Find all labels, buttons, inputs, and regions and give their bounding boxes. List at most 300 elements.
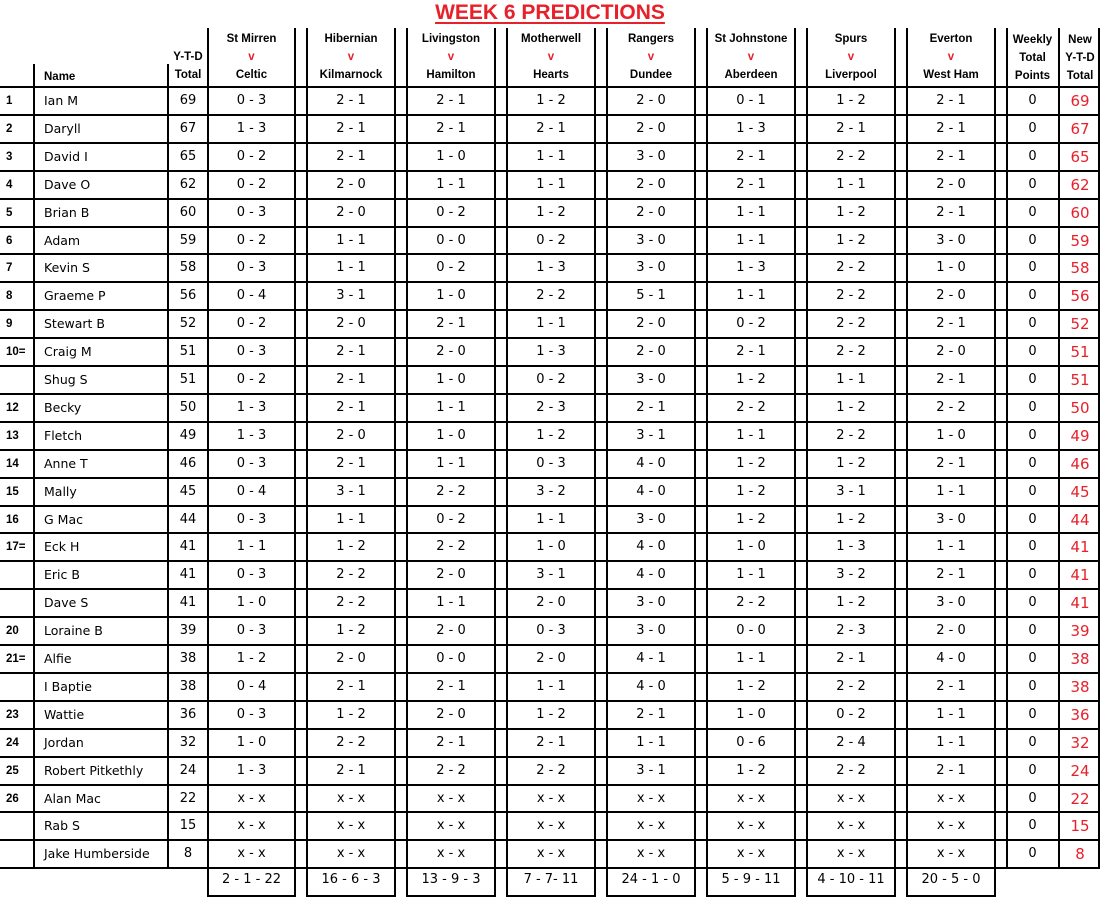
weekly-points-cell: 0 [1028,372,1037,387]
prediction-cell: 0 - 2 [236,177,267,192]
prediction-cell: 2 - 2 [736,400,766,415]
player-name: Adam [44,233,81,248]
prediction-cell: 2 - 1 [836,121,866,136]
prediction-cell: x - x [336,818,366,833]
versus-label: v [447,51,455,63]
rank-cell [0,673,34,701]
prediction-cell: 2 - 0 [436,707,466,722]
prediction-cell: 2 - 1 [836,651,866,666]
prediction-cell: 0 - 2 [536,233,566,248]
weekly-points-cell: 0 [1028,567,1037,582]
new-ytd-total-cell: 41 [1070,594,1090,612]
player-name: Graeme P [44,288,106,303]
player-name: Anne T [44,456,88,471]
prediction-cell: 1 - 2 [236,651,267,666]
prediction-cell: 0 - 3 [236,456,267,471]
prediction-cell: 2 - 1 [536,121,566,136]
prediction-cell: 1 - 0 [736,707,766,722]
prediction-cell: x - x [636,791,666,806]
prediction-cell: 2 - 1 [936,121,966,136]
new-ytd-total-cell: 45 [1070,483,1090,501]
fixture-home-team: Motherwell [520,33,582,45]
rank-cell: 9 [6,318,13,330]
prediction-cell: 1 - 2 [536,428,566,443]
ytd-total-cell: 46 [179,456,197,471]
prediction-cell: 1 - 2 [736,512,766,527]
prediction-cell: 1 - 2 [836,400,866,415]
prediction-cell: 1 - 3 [836,539,866,554]
prediction-cell: 1 - 3 [536,344,566,359]
prediction-cell: 2 - 1 [336,679,366,694]
rank-cell [0,840,34,868]
rank-cell: 20 [6,625,19,637]
weekly-points-cell: 0 [1028,512,1037,527]
prediction-cell: 1 - 1 [636,735,666,750]
prediction-cell: 2 - 2 [836,428,866,443]
prediction-cell: 0 - 4 [236,679,267,694]
header-ytd-line2: Total [174,69,202,81]
prediction-cell: 0 - 3 [236,260,267,275]
prediction-cell: 1 - 1 [536,177,566,192]
ytd-total-cell: 59 [179,233,197,248]
player-name: Alan Mac [44,791,101,806]
prediction-cell: 4 - 0 [936,651,966,666]
new-ytd-total-cell: 69 [1070,92,1090,110]
fixture-summary: 2 - 1 - 22 [207,867,296,897]
prediction-cell: 2 - 0 [336,428,366,443]
prediction-cell: 1 - 1 [436,177,466,192]
prediction-cell: 0 - 2 [236,233,267,248]
weekly-points-cell: 0 [1028,121,1037,136]
rank-cell [0,812,34,840]
prediction-cell: 1 - 2 [836,595,866,610]
prediction-cell: 1 - 3 [736,260,766,275]
prediction-cell: x - x [936,818,966,833]
prediction-cell: 2 - 1 [436,121,466,136]
prediction-cell: 1 - 2 [336,623,366,638]
prediction-cell: x - x [336,846,366,861]
rank-cell: 5 [6,207,13,219]
prediction-cell: 2 - 0 [336,205,366,220]
fixture-away-team: Hearts [533,69,569,81]
prediction-cell: 2 - 1 [636,707,666,722]
fixture-away-team: Hamilton [426,69,476,81]
fixture-summary: 13 - 9 - 3 [406,867,496,897]
player-name: Dave S [44,595,89,610]
prediction-cell: x - x [536,846,566,861]
header-ytd-total [168,48,208,84]
fixture-summary: 24 - 1 - 0 [606,867,696,897]
prediction-cell: 2 - 1 [336,372,366,387]
prediction-cell: 2 - 1 [936,205,966,220]
prediction-cell: 3 - 0 [636,233,666,248]
prediction-cell: 3 - 2 [536,484,566,499]
new-ytd-total-cell: 38 [1070,650,1090,668]
prediction-cell: 5 - 1 [636,288,666,303]
ytd-total-cell: 32 [179,735,197,750]
prediction-cell: 2 - 0 [936,623,966,638]
prediction-cell: 0 - 0 [736,623,766,638]
prediction-cell: 1 - 0 [236,595,267,610]
player-name: Wattie [44,707,85,722]
player-name: Brian B [44,205,90,220]
prediction-cell: x - x [736,791,766,806]
prediction-cell: 1 - 2 [336,539,366,554]
prediction-cell: 3 - 0 [936,595,966,610]
new-ytd-total-cell: 50 [1070,399,1090,417]
prediction-cell: x - x [636,846,666,861]
prediction-cell: 1 - 2 [736,679,766,694]
prediction-cell: 1 - 1 [736,288,766,303]
rank-cell: 7 [6,262,13,274]
prediction-cell: 1 - 1 [436,595,466,610]
prediction-cell: 0 - 4 [236,484,267,499]
prediction-cell: 2 - 2 [336,595,366,610]
prediction-cell: 3 - 0 [636,595,666,610]
ytd-total-cell: 51 [179,344,197,359]
prediction-cell: 2 - 1 [336,400,366,415]
prediction-cell: 1 - 2 [836,456,866,471]
ytd-total-cell: 58 [179,260,197,275]
fixture-home-team: Everton [929,33,973,45]
prediction-cell: 2 - 0 [436,344,466,359]
weekly-points-cell: 0 [1028,260,1037,275]
player-name: Craig M [44,344,92,359]
new-ytd-total-cell: 49 [1070,427,1090,445]
prediction-cell: 0 - 2 [236,372,267,387]
new-ytd-total-cell: 41 [1070,566,1090,584]
prediction-cell: 2 - 1 [336,121,366,136]
weekly-points-cell: 0 [1028,316,1037,331]
fixture-summary: 20 - 5 - 0 [906,867,996,897]
rank-cell: 25 [6,765,19,777]
prediction-cell: 1 - 2 [736,456,766,471]
new-ytd-total-cell: 58 [1070,259,1090,277]
prediction-cell: 0 - 3 [236,93,267,108]
weekly-points-cell: 0 [1028,679,1037,694]
prediction-cell: 1 - 1 [336,233,366,248]
prediction-cell: 0 - 2 [436,260,466,275]
prediction-cell: 1 - 2 [536,205,566,220]
prediction-cell: 1 - 0 [736,539,766,554]
prediction-cell: 1 - 1 [736,428,766,443]
prediction-cell: 2 - 1 [936,679,966,694]
weekly-points-cell: 0 [1028,456,1037,471]
ytd-total-cell: 45 [179,484,197,499]
new-ytd-total-cell: 38 [1070,678,1090,696]
prediction-cell: 0 - 2 [236,316,267,331]
new-ytd-total-cell: 41 [1070,538,1090,556]
prediction-cell: 2 - 0 [636,121,666,136]
header-ytd-line1: Y-T-D [173,51,203,63]
prediction-cell: 2 - 2 [836,679,866,694]
prediction-cell: 2 - 2 [336,567,366,582]
prediction-cell: 2 - 2 [836,344,866,359]
prediction-cell: x - x [436,846,466,861]
prediction-cell: 1 - 3 [536,260,566,275]
rank-cell: 8 [6,290,13,302]
new-ytd-total-cell: 67 [1070,120,1090,138]
fixture-away-team: West Ham [923,69,979,81]
prediction-cell: x - x [536,791,566,806]
fixture-home-team: Hibernian [324,33,378,45]
fixture-summary: 4 - 10 - 11 [806,867,896,897]
prediction-cell: 1 - 1 [736,233,766,248]
player-name: Dave O [44,177,91,192]
prediction-cell: 2 - 1 [936,93,966,108]
player-name: Fletch [44,428,83,443]
prediction-cell: x - x [237,791,266,806]
weekly-points-cell: 0 [1028,818,1037,833]
prediction-cell: 1 - 0 [936,428,966,443]
prediction-cell: 0 - 6 [736,735,766,750]
weekly-points-cell: 0 [1028,651,1037,666]
prediction-cell: 1 - 2 [836,512,866,527]
ytd-total-cell: 38 [179,679,197,694]
prediction-cell: 2 - 1 [936,149,966,164]
player-name: Becky [44,400,82,415]
prediction-cell: x - x [237,846,266,861]
prediction-cell: 2 - 0 [436,567,466,582]
prediction-cell: 2 - 1 [936,567,966,582]
prediction-cell: 0 - 3 [236,205,267,220]
prediction-cell: 0 - 3 [236,623,267,638]
ytd-total-cell: 24 [179,763,197,778]
header-name [38,68,120,86]
ytd-total-cell: 49 [179,428,197,443]
fixture-away-team: Kilmarnock [319,69,383,81]
new-ytd-total-cell: 8 [1075,845,1085,863]
prediction-cell: 2 - 2 [436,763,466,778]
player-name: Loraine B [44,623,103,638]
prediction-cell: 1 - 2 [536,93,566,108]
prediction-cell: 1 - 1 [536,512,566,527]
new-ytd-total-cell: 56 [1070,287,1090,305]
prediction-cell: 2 - 1 [936,763,966,778]
header-fixture [507,30,595,84]
prediction-cell: 1 - 1 [436,456,466,471]
prediction-cell: 0 - 3 [236,567,267,582]
versus-label: v [347,51,355,63]
fixture-home-team: Spurs [834,33,868,45]
weekly-points-cell: 0 [1028,763,1037,778]
ytd-total-cell: 69 [179,93,197,108]
prediction-cell: 1 - 1 [936,539,966,554]
prediction-cell: 3 - 0 [636,512,666,527]
rank-cell: 2 [6,123,13,135]
player-name: I Baptie [44,679,92,694]
new-ytd-total-cell: 46 [1070,455,1090,473]
prediction-cell: 2 - 1 [436,679,466,694]
prediction-cell: 2 - 0 [636,93,666,108]
new-ytd-total-cell: 51 [1070,371,1090,389]
prediction-cell: 1 - 0 [236,735,267,750]
prediction-cell: 1 - 1 [236,539,267,554]
rank-cell: 15 [6,486,19,498]
prediction-cell: 1 - 1 [936,735,966,750]
weekly-points-cell: 0 [1028,623,1037,638]
header-fixture [707,30,795,84]
fixture-summary: 5 - 9 - 11 [706,867,796,897]
player-name: Stewart B [44,316,105,331]
weekly-points-cell: 0 [1028,484,1037,499]
prediction-cell: 2 - 2 [736,595,766,610]
prediction-cell: 1 - 1 [936,484,966,499]
prediction-cell: 1 - 0 [436,372,466,387]
prediction-cell: 3 - 2 [836,567,866,582]
prediction-cell: 0 - 2 [436,512,466,527]
prediction-cell: 2 - 1 [736,177,766,192]
prediction-cell: 2 - 1 [436,735,466,750]
ytd-total-cell: 41 [179,539,197,554]
prediction-cell: 1 - 0 [536,539,566,554]
fixture-home-team: Rangers [627,33,675,45]
weekly-points-cell: 0 [1028,595,1037,610]
ytd-total-cell: 65 [179,149,197,164]
prediction-cell: 1 - 0 [436,149,466,164]
prediction-cell: 2 - 1 [936,372,966,387]
weekly-points-cell: 0 [1028,233,1037,248]
prediction-cell: 0 - 3 [236,707,267,722]
player-name: Jordan [44,735,84,750]
prediction-cell: 0 - 2 [536,372,566,387]
weekly-points-cell: 0 [1028,707,1037,722]
header-new-line3: Total [1066,70,1094,82]
ytd-total-cell: 52 [179,316,197,331]
header-fixture [208,30,295,84]
prediction-cell: x - x [736,846,766,861]
prediction-cell: 0 - 3 [536,623,566,638]
new-ytd-total-cell: 52 [1070,315,1090,333]
rank-cell: 4 [6,179,13,191]
prediction-cell: 2 - 3 [536,400,566,415]
player-name: Jake Humberside [44,846,150,861]
rank-cell: 10= [6,346,26,358]
prediction-cell: 0 - 0 [436,651,466,666]
fixture-summary: 16 - 6 - 3 [306,867,396,897]
prediction-cell: 1 - 1 [536,149,566,164]
prediction-cell: 2 - 2 [336,735,366,750]
prediction-cell: 3 - 1 [836,484,866,499]
prediction-cell: 1 - 2 [836,233,866,248]
prediction-cell: 1 - 1 [736,205,766,220]
prediction-cell: 2 - 1 [736,149,766,164]
prediction-cell: 0 - 4 [236,288,267,303]
prediction-cell: 4 - 0 [636,484,666,499]
prediction-cell: 3 - 0 [936,512,966,527]
player-name: Alfie [44,651,72,666]
header-name-label: Name [44,71,76,83]
rank-cell: 21= [6,653,26,665]
rank-cell: 23 [6,709,19,721]
header-fixture [307,30,395,84]
fixture-away-team: Dundee [629,69,673,81]
page-title [0,0,1100,26]
header-fixture [607,30,695,84]
prediction-cell: 1 - 1 [336,512,366,527]
weekly-points-cell: 0 [1028,428,1037,443]
prediction-cell: 1 - 3 [736,121,766,136]
prediction-cell: 0 - 3 [536,456,566,471]
prediction-cell: 1 - 3 [236,121,267,136]
new-ytd-total-cell: 24 [1070,762,1090,780]
prediction-cell: 1 - 2 [736,763,766,778]
prediction-cell: 0 - 3 [236,344,267,359]
new-ytd-total-cell: 65 [1070,148,1090,166]
header-new-line2: Y-T-D [1065,52,1095,64]
player-name: Robert Pitkethly [44,763,144,778]
fixture-home-team: St Johnstone [714,33,788,45]
rank-cell: 12 [6,402,19,414]
prediction-cell: 1 - 2 [836,205,866,220]
new-ytd-total-cell: 39 [1070,622,1090,640]
rank-cell [0,561,34,589]
prediction-cell: 0 - 2 [736,316,766,331]
prediction-cell: x - x [237,818,266,833]
ytd-total-cell: 36 [179,707,197,722]
prediction-cell: 2 - 0 [336,316,366,331]
prediction-cell: x - x [636,818,666,833]
prediction-cell: 2 - 0 [936,288,966,303]
prediction-cell: 3 - 1 [636,763,666,778]
player-name: Kevin S [44,260,90,275]
ytd-total-cell: 41 [179,567,197,582]
weekly-points-cell: 0 [1028,344,1037,359]
prediction-cell: 1 - 1 [936,707,966,722]
prediction-cell: 2 - 2 [936,400,966,415]
prediction-cell: 2 - 2 [536,288,566,303]
rank-cell: 16 [6,514,19,526]
rank-cell: 24 [6,737,19,749]
prediction-cell: 2 - 3 [836,623,866,638]
prediction-cell: 2 - 2 [836,149,866,164]
weekly-points-cell: 0 [1028,205,1037,220]
prediction-cell: 2 - 1 [336,93,366,108]
prediction-cell: x - x [836,846,866,861]
ytd-total-cell: 39 [179,623,197,638]
prediction-cell: 2 - 1 [336,456,366,471]
prediction-cell: 3 - 0 [936,233,966,248]
versus-label: v [847,51,855,63]
ytd-total-cell: 56 [179,288,197,303]
prediction-cell: 3 - 0 [636,623,666,638]
prediction-cell: 2 - 1 [736,344,766,359]
prediction-cell: 2 - 2 [836,260,866,275]
prediction-cell: 2 - 0 [636,344,666,359]
weekly-points-cell: 0 [1028,288,1037,303]
prediction-cell: 1 - 1 [736,567,766,582]
prediction-cell: x - x [936,846,966,861]
prediction-cell: 3 - 1 [536,567,566,582]
weekly-points-cell: 0 [1028,735,1037,750]
fixture-home-team: St Mirren [226,33,277,45]
prediction-cell: 2 - 2 [836,288,866,303]
ytd-total-cell: 8 [183,846,193,861]
weekly-points-cell: 0 [1028,400,1037,415]
versus-label: v [647,51,655,63]
rank-cell: 3 [6,151,13,163]
ytd-total-cell: 44 [179,512,197,527]
prediction-cell: 4 - 0 [636,539,666,554]
weekly-points-cell: 0 [1028,791,1037,806]
prediction-cell: 2 - 0 [336,177,366,192]
prediction-cell: 1 - 3 [236,428,267,443]
prediction-cell: 1 - 0 [436,428,466,443]
prediction-cell: 1 - 0 [936,260,966,275]
player-name: Eck H [44,539,80,554]
header-fixture [907,30,995,84]
ytd-total-cell: 51 [179,372,197,387]
